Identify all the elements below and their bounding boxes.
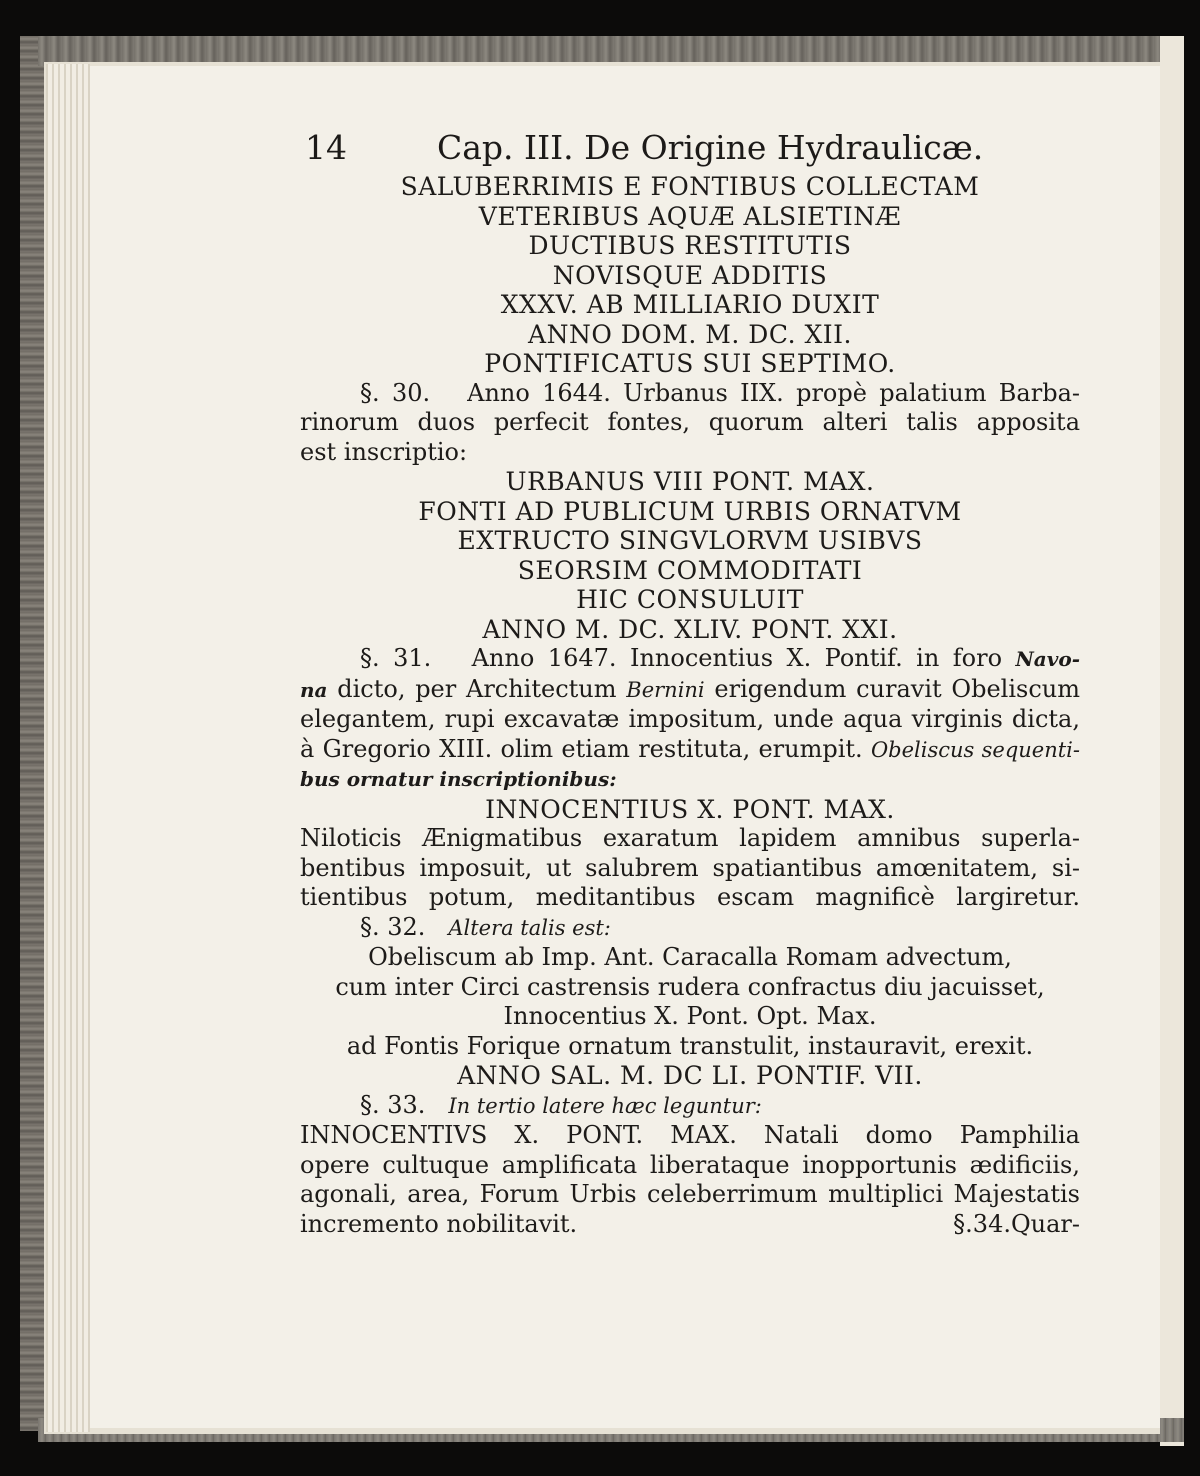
inscription-line: cum inter Circi castrensis rudera confractus diu jacuisset, <box>335 972 1045 1001</box>
inscription-line: INNOCENTIUS X. PONT. MAX. <box>485 794 895 824</box>
inscription-line: DUCTIBUS RESTITUTIS <box>528 231 852 260</box>
paragraph-31 <box>300 644 1080 795</box>
paragraph-line: à Gregorio XIII. olim etiam restituta, erumpit. Obeliscus sequenti- <box>300 734 1080 763</box>
inscription-line: ANNO M. DC. XLIV. PONT. XXI. <box>482 614 898 644</box>
page-edges <box>46 64 90 1432</box>
inscription-line: Innocentius X. Pont. Opt. Max. <box>503 1002 877 1030</box>
inscription-urbanus <box>300 467 1080 644</box>
section-number: §. 31. <box>360 644 432 672</box>
paragraph-32 <box>300 913 1080 1091</box>
paragraph-line: est inscriptio: <box>300 437 468 466</box>
cover-board-left <box>20 36 46 1431</box>
inscription-line: bentibus imposuit, ut salubrem spatiantibus amœnitatem, si- <box>300 853 1080 882</box>
page-number: 14 <box>305 128 347 167</box>
paragraph-33 <box>300 1091 1080 1240</box>
inscription-line: VETERIBUS AQUÆ ALSIETINÆ <box>478 201 902 231</box>
inscription-line: NOVISQUE ADDITIS <box>552 260 828 290</box>
inscription-line: URBANUS VIII PONT. MAX. <box>505 467 875 496</box>
paragraph-line: elegantem, rupi excavatæ impositum, unde aqua virginis dicta, <box>300 705 1080 733</box>
inscription-line: ANNO DOM. M. DC. XII. <box>528 319 852 349</box>
paragraph-line: incremento nobilitavit. §.34.Quar- <box>300 1209 1080 1238</box>
inscription-line: SEORSIM COMMODITATI <box>517 555 863 585</box>
page-header <box>305 128 1125 172</box>
running-title: Cap. III. De Origine Hydraulicæ. <box>437 128 984 167</box>
section-number: §. 33. <box>360 1090 426 1119</box>
paragraph-30 <box>300 379 1080 468</box>
paragraph-line: §. 32. Altera talis est: <box>360 912 611 941</box>
inscription-line: ad Fontis Forique ornatum transtulit, instauravit, erexit. <box>346 1031 1034 1060</box>
facing-page-edge <box>1160 36 1184 1446</box>
inscription-line: EXTRUCTO SINGVLORVM USIBVS <box>457 526 923 555</box>
inscription-innocentius-first <box>300 795 1080 913</box>
page-text <box>300 172 1080 1239</box>
inscription-line: Obeliscum ab Imp. Ant. Caracalla Romam advectum, <box>368 943 1012 971</box>
paragraph-line: rinorum duos perfecit fontes, quorum alteri talis apposita <box>300 408 1080 436</box>
paragraph-line: opere cultuque amplificata liberataque inopportunis ædificiis, <box>300 1150 1080 1179</box>
paragraph-line: §. 30. Anno 1644. Urbanus IIX. propè palatium Barba- <box>360 378 1080 407</box>
inscription-aqua-alsietina <box>300 172 1080 379</box>
inscription-line: tientibus potum, meditantibus escam magnificè largiretur. <box>300 883 1080 911</box>
inscription-line: PONTIFICATUS SUI SEPTIMO. <box>484 349 896 378</box>
paragraph-line: INNOCENTIVS X. PONT. MAX. Natali domo Pamphilia <box>300 1121 1080 1149</box>
paragraph-line: na dicto, per Architectum Bernini erigendum curavit Obeliscum <box>300 674 1080 703</box>
inscription-line: FONTI AD PUBLICUM URBIS ORNATVM <box>418 496 962 526</box>
inscription-line: SALUBERRIMIS E FONTIBUS COLLECTAM <box>400 172 980 201</box>
paragraph-line: §. 31. Anno 1647. Innocentius X. Pontif. in foro Navo- <box>360 644 1081 672</box>
paragraph-line: agonali, area, Forum Urbis celeberrimum multiplici Majestatis <box>300 1180 1080 1208</box>
catchword: §.34.Quar- <box>953 1209 1080 1238</box>
inscription-line: ANNO SAL. M. DC LI. PONTIF. VII. <box>457 1061 923 1090</box>
section-number: §. 32. <box>360 912 426 941</box>
paragraph-line: §. 33. In tertio latere hæc leguntur: <box>360 1090 762 1119</box>
inscription-line: HIC CONSULUIT <box>576 585 804 614</box>
inscription-line: XXXV. AB MILLIARIO DUXIT <box>500 290 880 319</box>
inscription-line: Niloticis Ænigmatibus exaratum lapidem amnibus superla- <box>300 824 1080 852</box>
section-number: §. 30. <box>360 378 431 407</box>
paragraph-line: bus ornatur inscriptionibus: <box>300 767 617 791</box>
